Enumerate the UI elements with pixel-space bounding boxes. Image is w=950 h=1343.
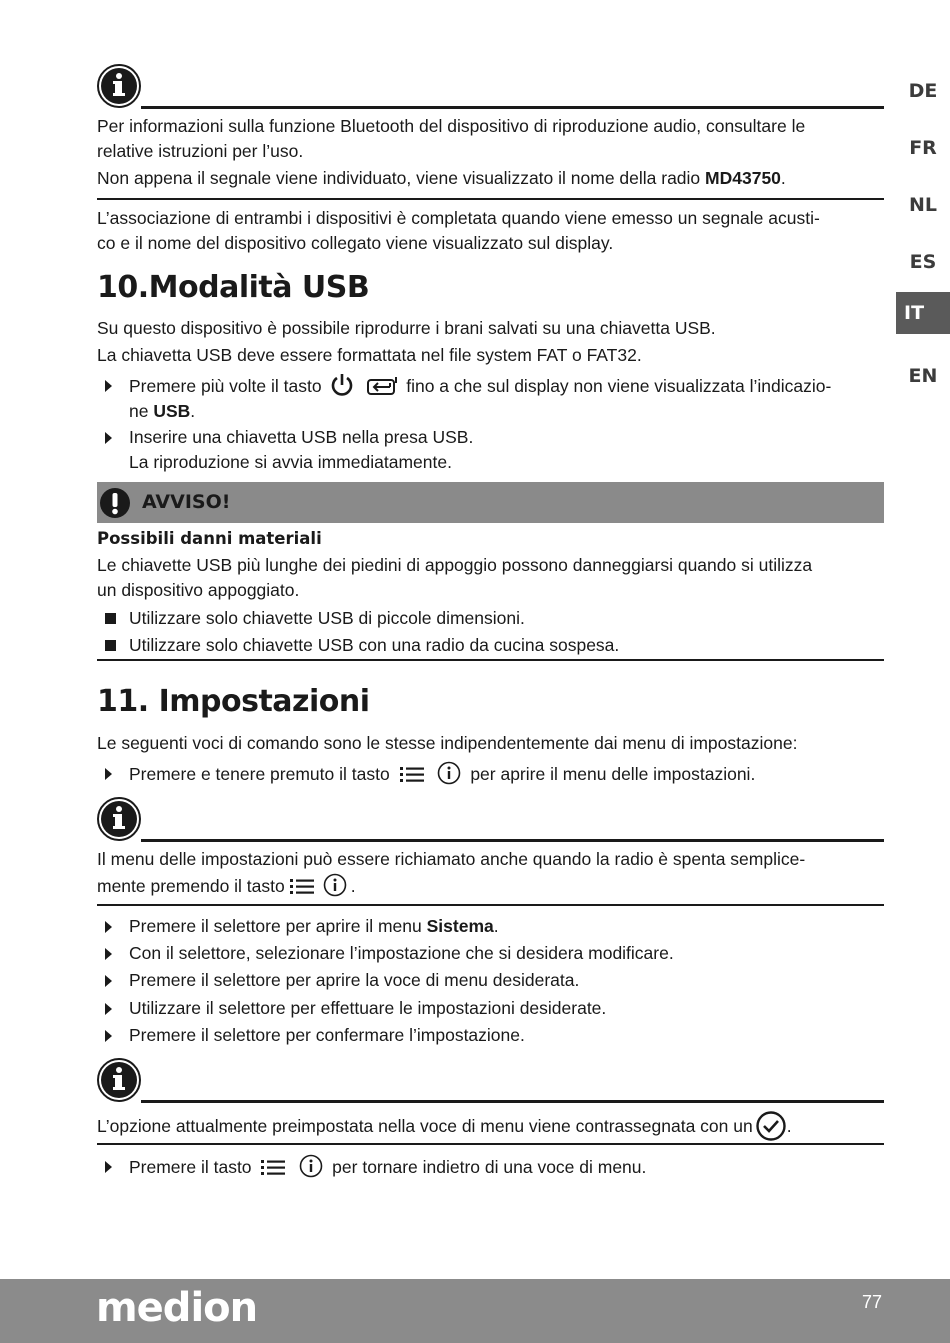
note-text: Per informazioni sulla funzione Bluetooth del dispositivo di riproduzione audio, consultare le: [97, 116, 806, 136]
step-arrow-icon: [105, 432, 112, 444]
warning-banner: [97, 482, 884, 523]
bullet-square-icon: [105, 640, 116, 651]
note-text: mente premendo il tasto .: [97, 873, 884, 899]
divider: [97, 198, 884, 200]
instruction-step: Premere più volte il tasto fino a che sul display non viene visualizzata l’indicazio- ne USB.: [97, 373, 884, 423]
note-header: [97, 796, 884, 842]
info-button-icon: [436, 761, 462, 785]
lang-tab-fr[interactable]: FR: [909, 137, 937, 159]
menu-icon: [288, 875, 316, 897]
step-arrow-icon: [105, 1030, 112, 1042]
info-icon: [97, 63, 141, 109]
paragraph: L’associazione di entrambi i dispositivi è completata quando viene emesso un segnale acusti-: [97, 208, 820, 228]
note-text: L’opzione attualmente preimpostata nella voce di menu viene contrassegnata con un .: [97, 1111, 884, 1141]
step-arrow-icon: [105, 1161, 112, 1173]
lang-tab-it[interactable]: IT: [896, 292, 950, 334]
step-arrow-icon: [105, 380, 112, 392]
info-icon: [97, 1057, 141, 1103]
warning-icon: [99, 487, 131, 519]
note-text: relative istruzioni per l’uso.: [97, 141, 304, 161]
page-number: 77: [862, 1292, 883, 1312]
note-text: Il menu delle impostazioni può essere richiamato anche quando la radio è spenta semplice-: [97, 849, 806, 869]
step-arrow-icon: [105, 1003, 112, 1015]
paragraph: Le seguenti voci di comando sono le stesse indipendentemente dai menu di impostazione:: [97, 733, 798, 753]
menu-icon: [259, 1156, 287, 1178]
bullet-square-icon: [105, 613, 116, 624]
paragraph: La chiavetta USB deve essere formattata nel file system FAT o FAT32.: [97, 345, 642, 365]
section-title: 10.Modalità USB: [97, 270, 370, 305]
source-icon: [366, 375, 398, 397]
warning-text: Le chiavette USB più lunghe dei piedini di appoggio possono danneggiarsi quando si utilizza: [97, 555, 813, 575]
paragraph: co e il nome del dispositivo collegato viene visualizzato sul display.: [97, 233, 614, 253]
info-button-icon: [298, 1154, 324, 1178]
instruction-step: Inserire una chiavetta USB nella presa USB. La riproduzione si avvia immediatamente.: [97, 425, 884, 475]
page-footer: [0, 1279, 950, 1343]
lang-tab-nl[interactable]: NL: [908, 194, 937, 216]
lang-tab-en[interactable]: EN: [908, 365, 938, 387]
note-text: Non appena il segnale viene individuato, viene visualizzato il nome della radio MD43750.: [97, 168, 786, 188]
menu-icon: [398, 763, 426, 785]
step-arrow-icon: [105, 948, 112, 960]
step-arrow-icon: [105, 975, 112, 987]
info-button-icon: [322, 873, 348, 897]
note-header: [97, 1057, 884, 1103]
checkmark-circle-icon: [755, 1111, 787, 1141]
divider: [97, 659, 884, 661]
brand-logo: medion: [96, 1285, 258, 1331]
step-arrow-icon: [105, 768, 112, 780]
info-icon: [97, 796, 141, 842]
instruction-step: Premere e tenere premuto il tasto per aprire il menu delle impostazioni.: [97, 761, 884, 786]
paragraph: Su questo dispositivo è possibile riprodurre i brani salvati su una chiavetta USB.: [97, 318, 716, 338]
divider: [97, 904, 884, 906]
warning-subtitle: Possibili danni materiali: [97, 529, 322, 548]
section-title: 11. Impostazioni: [97, 684, 370, 719]
power-icon: [329, 373, 355, 397]
step-arrow-icon: [105, 921, 112, 933]
note-header: [97, 63, 884, 109]
lang-tab-es[interactable]: ES: [909, 251, 937, 273]
lang-tab-de[interactable]: DE: [908, 80, 938, 102]
warning-text: un dispositivo appoggiato.: [97, 580, 300, 600]
divider: [97, 1143, 884, 1145]
warning-title: AVVISO!: [142, 491, 231, 513]
